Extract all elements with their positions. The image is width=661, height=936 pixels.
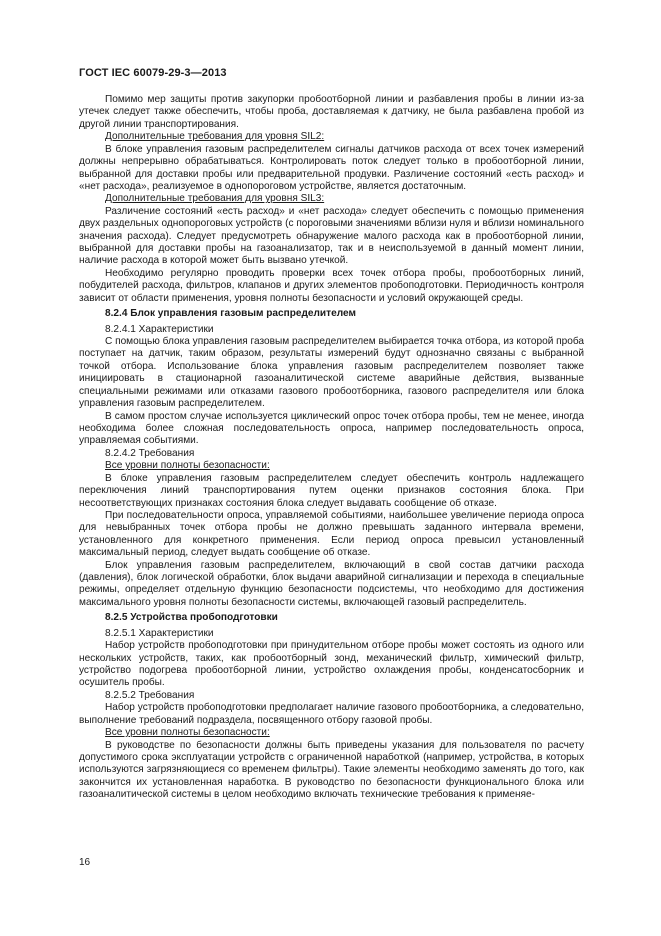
paragraph: С помощью блока управления газовым распределителем выбирается точка отбора, из которой проба поступает на датчик, таким образом, результаты измерений будут однозначно связаны с выбранной точкой отбора. Использование блока управления газовым распределителем позволяет также инициировать в стационарной газоаналитической системе аварийные действия, вызванные специальными режимами или отказами газового пробоотборника, газового распределителя или блока управления газовым распределителем. — [79, 336, 584, 410]
paragraph: Набор устройств пробоподготовки при принудительном отборе пробы может состоять из одного или нескольких устройств, таких, как пробоотборный зонд, механический фильтр, химический фильтр, устройство подогрева пробоотборной линии, устройство охлаждения пробы, конденсатосборник и осушитель пробы. — [79, 640, 584, 689]
subheading-all-levels: Все уровни полноты безопасности: — [105, 727, 270, 739]
subheading-all-levels: Все уровни полноты безопасности: — [105, 460, 270, 472]
paragraph: Набор устройств пробоподготовки предполагает наличие газового пробоотборника, а следовательно, выполнение требований подраздела, посвященного отбору газовой пробы. — [79, 702, 584, 726]
section-heading-8-2-4: 8.2.4 Блок управления газовым распределителем — [105, 308, 356, 320]
document-body — [79, 94, 584, 802]
paragraph: В руководстве по безопасности должны быть приведены указания для пользователя по расчету допустимого срока эксплуатации устройств с ограниченной наработкой (например, устройства, в которых используются загрязняющиеся со временем фильтры). Такие элементы необходимо заменять до того, как закончится их установленная наработка. В руководство по безопасности функционального блока или газоаналитической системы в целом необходимо включать технические требования к применяе- — [79, 739, 584, 801]
subsection-title: 8.2.5.1 Характеристики — [105, 627, 214, 639]
page-number: 16 — [79, 857, 91, 868]
subheading-sil3: Дополнительные требования для уровня SIL3: — [105, 193, 325, 205]
paragraph: Помимо мер защиты против закупорки пробоотборной линии и разбавления пробы в линии из-за утечек следует также обеспечить, чтобы проба, доставляемая к датчику, не была разбавлена пробой из другой линии транспортирования. — [79, 94, 584, 130]
subsection-title: 8.2.4.2 Требования — [105, 447, 195, 459]
subsection-title: 8.2.5.2 Требования — [105, 689, 195, 701]
paragraph: Необходимо регулярно проводить проверки всех точек отбора пробы, пробоотборных линий, побудителей расхода, фильтров, клапанов и других элементов пробоподготовки. Периодичность контроля зависит от области применения, уровня полноты безопасности и условий окружающей среды. — [79, 267, 584, 304]
page-header: ГОСТ IEC 60079-29-3—2013 — [79, 67, 227, 79]
paragraph: Различение состояний «есть расход» и «нет расхода» следует обеспечить с помощью применения двух раздельных однопороговых устройств (с пороговыми значениями вблизи нуля и вблизи номинального значения расхода). Следует предусмотреть обнаружение малого расхода как в пробоотборной линии, выбранной для доставки пробы на газоанализатор, так и в неиспользуемой в данный момент линии, наличие расхода в которой может быть вызвано утечкой. — [79, 205, 584, 267]
paragraph: В блоке управления газовым распределителем сигналы датчиков расхода от всех точек измерений должны непрерывно обрабатываться. Контролировать поток следует только в пробоотборной линии, выбранной для доставки пробы или предварительной продувки. Различение состояний «есть расход» и «нет расхода», реализуемое в однопороговом устройстве, является достаточным. — [79, 143, 584, 192]
paragraph: В блоке управления газовым распределителем следует обеспечить контроль надлежащего переключения линий транспортирования путем оценки признаков состояния блока. При несоответствующих признаках состояния блока следует выдавать сообщение об отказе. — [79, 472, 584, 509]
paragraph: В самом простом случае используется циклический опрос точек отбора пробы, тем не менее, иногда необходима более сложная последовательность опроса, например последовательность опроса, управляемая событиями. — [79, 410, 584, 447]
subheading-sil2: Дополнительные требования для уровня SIL2: — [105, 131, 325, 143]
paragraph: При последовательности опроса, управляемой событиями, наибольшее увеличение периода опроса для невыбранных точек отбора пробы не должно превышать заданного интервала времени, установленного для конкретного применения. Если период опроса превысил установленный максимальный период, следует выдать сообщение об отказе. — [79, 509, 584, 559]
subsection-title: 8.2.4.1 Характеристики — [105, 323, 214, 335]
paragraph: Блок управления газовым распределителем, включающий в свой состав датчики расхода (давления), блок логической обработки, блок выдачи аварийной сигнализации и перехода в специальные режимы, определяет отдельную функцию безопасности подсистемы, что необходимо для достижения максимального уровня полноты безопасности системы, включающей газовый распределитель. — [79, 559, 584, 608]
section-heading-8-2-5: 8.2.5 Устройства пробоподготовки — [105, 612, 278, 624]
